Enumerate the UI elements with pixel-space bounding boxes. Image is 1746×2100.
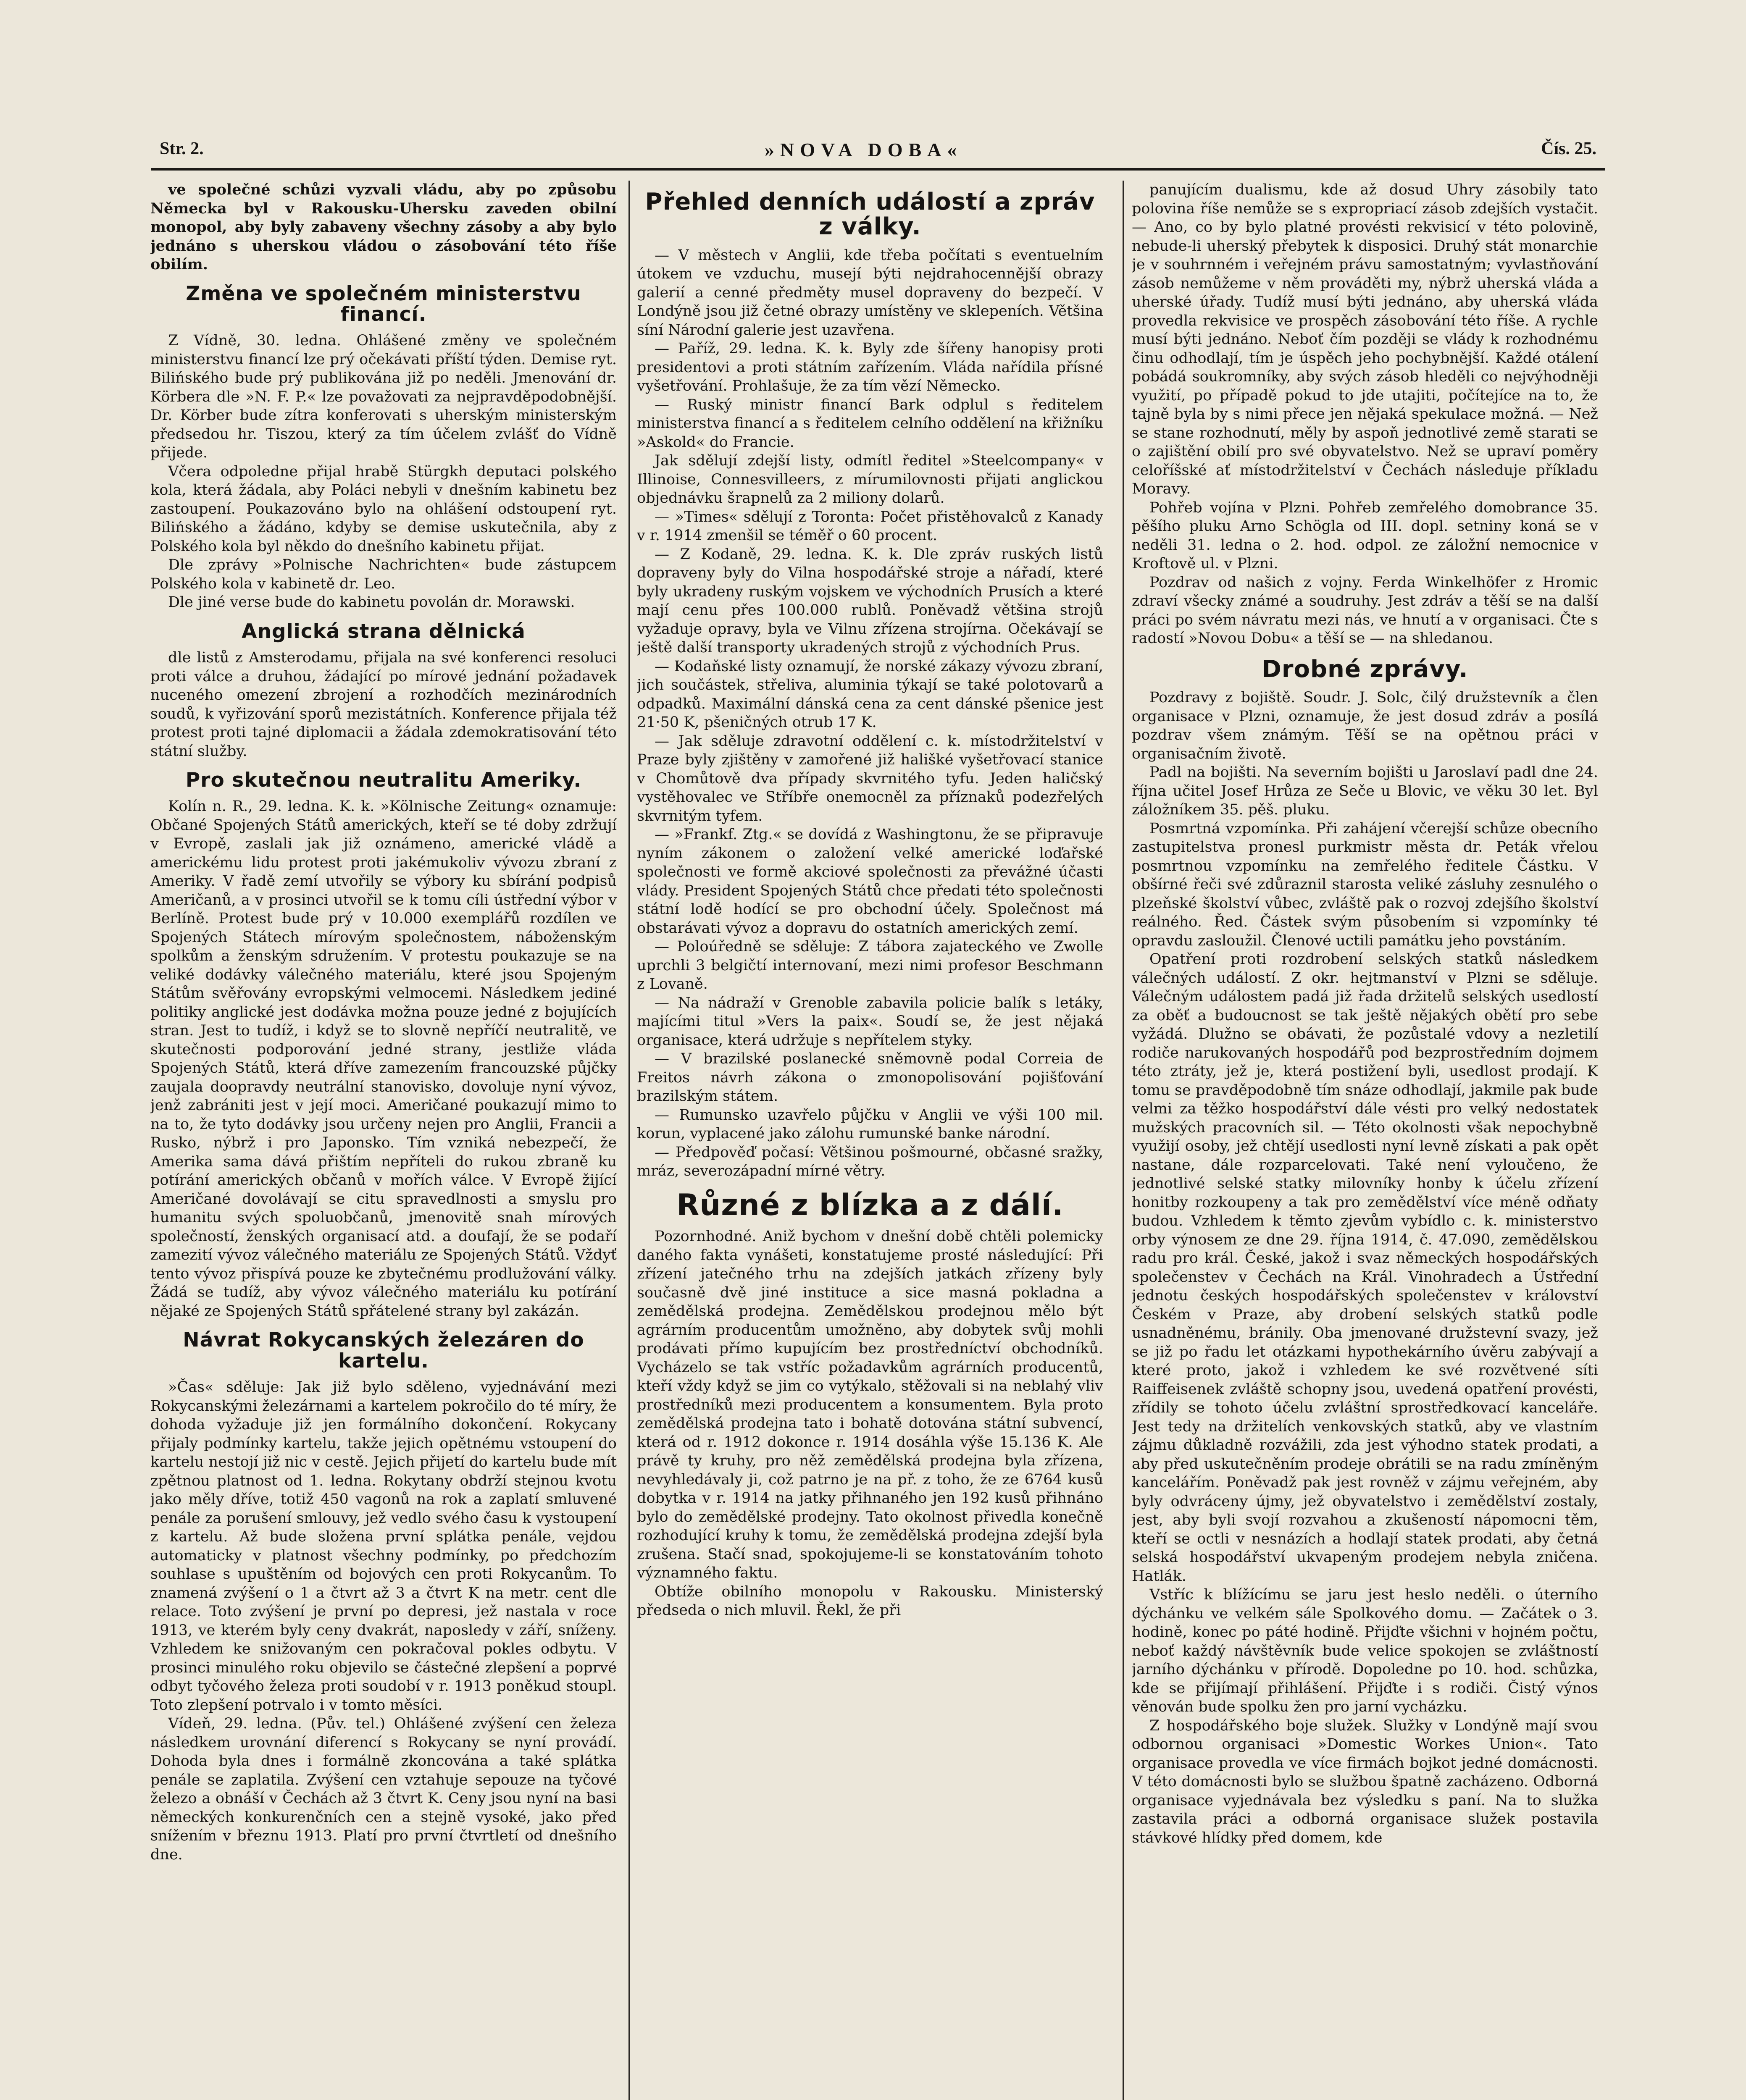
article-paragraph: Obtíže obilního monopolu v Rakousku. Ministerský předseda o nich mluvil. Řekl, že při bbox=[637, 1583, 1103, 1619]
article-paragraph: Z Vídně, 30. ledna. Ohlášené změny ve společném ministerstvu financí lze prý očekávati příští týden. Demise ryt. Bilińského bude prý publikována již po neděli. Jmenování dr. Körbera dle »N. F. P.« lze považovati za nejpravděpodobnější. Dr. Körber bude zítra konferovati s uherským ministerským předsedou hr. Tiszou, který za tím účelem zvlášť do Vídně přijede. bbox=[150, 332, 617, 462]
article-paragraph: Pozornhodné. Aniž bychom v dnešní době chtěli polemicky daného fakta vynášeti, konstatujeme prosté následující: Při zřízení jatečného trhu na zdejších jatkách zřízeny byly současně dvě jiné instituce a sice masná pokladna a zemědělská prodejna. Zemědělskou prodejnou mělo být agrárním producentům umožněno, aby dobytek svůj mohli prodávati přímo kupujícím bez prostředníctví obchodníků. Vycházelo se tak vstříc požadavkům agrárních producentů, kteří vždy když se jim co vytýkalo, stěžovali si na neblahý vliv prostředníků mezi producentem a konsumentem. Byla proto zemědělská prodejna tato i bohatě dotována státní subvencí, která od r. 1912 dokonce r. 1914 dosáhla výše 15.136 K. Ale právě ty kruhy, pro něž zemědělská prodejna byla zřízena, nevyhledávaly ji, což patrno je na př. z toho, že ze 6764 kusů dobytka v r. 1914 na jatky přihnaného jen 192 kusů přihnáno bylo do zemědělské prodejny. Tato okolnost přivedla konečně rozhodující kruhy k tomu, že zemědělská prodejna zdejší byla zrušena. Stačí snad, spokojujeme-li se konstatováním tohoto významného faktu. bbox=[637, 1228, 1103, 1582]
header-rule bbox=[151, 168, 1605, 171]
page-number: Str. 2. bbox=[160, 139, 204, 158]
news-item: — V městech v Anglii, kde třeba počítati s eventuelním útokem ve vzduchu, musejí býti nejdrahocennější obrazy galerií a cenné předměty musel dopraveny do bezpečí. V Londýně jsou již četné obrazy umístěny ve sklepeních. Většina síní Národní galerie jest uzavřena. bbox=[637, 247, 1103, 339]
column-right bbox=[1132, 181, 1598, 2100]
news-item: — Na nádraží v Grenoble zabavila policie balík s letáky, majícími titul »Vers la paix«. Soudí se, že jest nějaká organisace, která udržuje s nepřítelem styky. bbox=[637, 994, 1103, 1049]
article-continuation: panujícím dualismu, kde až dosud Uhry zásobily tato polovina říše nemůže se s expropriací zásob zdejších vystačit. — Ano, co by bylo platné provésti rekvisicí v této polovině, nebude-li uherský přebytek k disposici. Druhý stát monarchie je v souhrnném i veřejném právu samostatným; vyvlastňování zásob nemůžeme v něm prováděti my, nýbrž uherská vláda a uherské úřady. Tudíž musí býti jednáno, aby uherská vláda provedla rekvisice ve prospěch zásobování této říše. A rychle musí býti jednáno. Neboť čím později se vlády k rozhodnému činu odhodlají, tím je úspěch jeho pochybnější. Každé otálení pobádá soukromníky, aby svých zásob hleděli co nejvýhodněji využití, po případě pokud to jde utajiti, počítejíce na to, že tajně byla by s nimi přece jen nějaká spekulace možná. — Než se stane rozhodnutí, měly by aspoň jednotlivé země starati se o zajištění obilí pro své obyvatelstvo. Než se upraví poměry celoříšské ať místodržitelství v Čechách následuje příkladu Moravy. bbox=[1132, 181, 1598, 497]
news-item: Pozdravy z bojiště. Soudr. J. Solc, čilý družstevník a člen organisace v Plzni, oznamuje, že jest dosud zdráv a posílá pozdrav všem známým. Těší se na opětnou práci v organisačním životě. bbox=[1132, 689, 1598, 762]
column-divider-1 bbox=[628, 181, 630, 2100]
article-paragraph: Dle zprávy »Polnische Nachrichten« bude zástupcem Polského kola v kabinetě dr. Leo. bbox=[150, 556, 617, 592]
news-item: Opatření proti rozdrobení selských statků následkem válečných událostí. Z okr. hejtmanství v Plzni se sděluje. Válečným událostem padá již řada držitelů selských usedlostí za oběť a budoucnost se tak ještě nějakých obětí pro sebe vyžádá. Dlužno se obávati, že pozůstalé vdovy a nezletilí rodiče narukovaných hospodářů pod bezprostředním dojmem této ztráty, jež je, která postižení byli, usedlost prodají. K tomu se pravděpodobně tím snáze odhodlají, jakmile pak bude velmi za těžko hospodářství dále vésti pro velký nedostatek mužských pracovních sil. — Této okolnosti však nepochybně využijí osoby, jež chtějí usedlosti nyní levně získati a pak opět nastane, dále rozparcelovati. Také není vyloučeno, že jednotlivé selské statky milovníky honby k účelu zřízení honitby rozkoupeny a tak pro zemědělství více méně odňaty budou. Vzhledem k těmto zjevům vybídlo c. k. ministerstvo orby výnosem ze dne 29. října 1914, č. 47.090, zemědělskou radu pro král. České, jakož i svaz německých hospodářských společenstev v Čechách na Král. Vinohradech a Ústřední jednotu českých hospodářských společenstev v království Českém v Praze, aby drobení selských statků podle usnadněnému, bránily. Oba jmenované družstevní svazy, jež se již po řadu let otázkami hypothekárního úvěru zabývají a které proto, jakož i vzhledem ke své rozvětvené síti Raiffeisenek zvláště schopny jsou, uvedená opatření provésti, zřídily se tohoto účelu zvláštní sprostředkovací kanceláře. Jest tedy na držitelích venkovských statků, aby ve vlastním zájmu důkladně rozvážili, zda jest výhodno statek prodati, a aby před uskutečněním prodeje obrátili se na radu zmíněným kancelářím. Poněvadž pak jest rovněž v zájmu veřejném, aby byly odvráceny újmy, jež obyvatelstvo i zemědělství zostaly, jest, aby byli svojí rozvahou a zkušeností nápomocni těm, kteří se octli v nesnázích a hodlají statek prodati, aby četná selská hospodářství ukvapeným prodejem nebyla zničena. Hatlák. bbox=[1132, 951, 1598, 1585]
column-middle bbox=[637, 181, 1103, 2100]
news-item: — Jak sděluje zdravotní oddělení c. k. místodržitelství v Praze byly zjištěny v zamořené již hališké vyšetřovací stanice v Chomůtově dva případy skvrnitého tyfu. Jeden haličský vystěhovalec ve Stříbře onemocněl za příznaků podezřelých skvrnitým tyfem. bbox=[637, 732, 1103, 824]
headline-labour-party: Anglická strana dělnická bbox=[242, 620, 526, 643]
news-item: Vstříc k blížícímu se jaru jest heslo neděli. o úterního dýchánku ve velkém sále Spolkového domu. — Začátek o 3. hodině, konec po páté hodině. Přijďte všichni v hojném počtu, neboť každý návštěvník bude velice spokojen se zvláštností jarního dýchánku v přírodě. Dopoledne po 10. hod. schůzka, kde se přijímají přihlášení. Přijďte i s rodiči. Čistý výnos věnován bude spolku žen pro jarní vycházku. bbox=[1132, 1586, 1598, 1716]
news-item: Z hospodářského boje služek. Služky v Londýně mají svou odbornou organisaci »Domestic Workes Union«. Tato organisace provedla ve více firmách bojkot jedné domácnosti. V této domácnosti bylo se službou špatně zacházeno. Odborná organisace vyjednávala bez výsledku s paní. Na to služka zastavila práci a odborná organisace služek postavila stávkové hlídky před domem, kde bbox=[1132, 1717, 1598, 1846]
headline-neutrality: Pro skutečnou neutralitu Ameriky. bbox=[185, 769, 582, 792]
news-item: — Paříž, 29. ledna. K. k. Byly zde šířeny hanopisy proti presidentovi a proti státním zařízením. Vláda nařídila přísné vyšetřování. Prohlašuje, že za tím vězí Německo. bbox=[637, 340, 1103, 395]
weather-forecast: — Předpověď počasí: Většinou pošmourné, občasné sražky, mráz, severozápadní mírné větry. bbox=[637, 1144, 1103, 1180]
news-item: Jak sdělují zdejší listy, odmítl ředitel »Steelcompany« v Illinoise, Connesvilleers, z mírumilovnosti přijati anglickou objednávku šrapnelů za 2 miliony dolarů. bbox=[637, 452, 1103, 507]
newspaper-title: »NOVA DOBA« bbox=[765, 139, 963, 160]
headline-ministry-change: Změna ve společném ministerstvu financí. bbox=[186, 282, 581, 326]
masthead-bar bbox=[160, 139, 1596, 168]
news-item: — Ruský ministr financí Bark odplul s ředitelem ministerstva financí a s ředitelem celního oddělení na křižníku »Askold« do Francie. bbox=[637, 396, 1103, 451]
article-paragraph: »Čas« sděluje: Jak již bylo sděleno, vyjednávání mezi Rokycanskými železárnami a kartelem pokročilo do té míry, že dohoda vyžaduje již jen formálního dokončení. Rokycany přijaly podmínky kartelu, takže jejich opětnému vstoupení do kartelu nestojí již nic v cestě. Jejich přijetí do kartelu bude mít zpětnou platnost od 1. ledna. Rokytany obdrží stejnou kvotu jako měly dříve, totiž 450 vagonů na rok a zaplatí smluvené penále za porušení smlouvy, jež vedlo svého času k vystoupení z kartelu. Až bude složena první splátka penále, vejdou automaticky v platnost všechny podmínky, po předchozím souhlase s upuštěním od bojových cen proti Rokycanům. To znamená zvýšení o 1 a čtvrt až 3 a čtvrt K na metr. cent dle relace. Toto zvýšení je první po depresi, jež nastala v roce 1913, ve kterém byly ceny dvakrát, naposledy v září, sníženy. Vzhledem ke snižovaným cen pokračoval pokles odbytu. V prosinci minulého roku objevilo se částečné zlepšení a poprvé odbyt tyčového železa proti soudobí v r. 1913 poněkud stoupl. Toto zlepšení potrvalo i v tomto měsíci. bbox=[150, 1379, 617, 1714]
article-paragraph: Pozdrav od našich z vojny. Ferda Winkelhöfer z Hromic zdraví všecky známé a soudruhy. Jest zdráv a těší se na další práci po svém návratu mezi nás, ve hnutí a v organisaci. Čte s radostí »Novou Dobu« a těší se — na shledanou. bbox=[1132, 574, 1598, 647]
article-paragraph: Pohřeb vojína v Plzni. Pohřeb zemřelého domobrance 35. pěšího pluku Arno Schöglа od III. dopl. setniny koná se v neděli 31. ledna o 2. hod. odpol. ze záložní nemocnice v Kroftově ul. v Plzni. bbox=[1132, 499, 1598, 572]
issue-number: Čís. 25. bbox=[1541, 139, 1596, 158]
column-divider-2 bbox=[1123, 181, 1124, 2100]
article-paragraph: Kolín n. R., 29. ledna. K. k. »Kölnische Zeitung« oznamuje: Občané Spojených Států amerických, kteří se té doby zdržují v Evropě, zaslali jak již oznámeno, americké vládě a americkému lidu protest proti jakémukoliv vývozu zbraní z Ameriky. V řadě zemí utvořily se výbory ku sbírání podpisů Američanů, a v prosinci utvořil se k tomu cíli ústřední výbor v Berlíně. Protest bude prý v 10.000 exemplářů rozdílen ve Spojených Státech mírovým společnostem, náboženským spolkům a ženským sdružením. V protestu poukazuje se na veliké dodávky válečného materiálu, které jsou Spojeným Státům svěřovány evropskými velmocemi. Následkem jediné politiky anglické jest dodávka možna pouze jedné z bojujících stran. Jest to tudíž, i když se to slovně nepříčí neutralitě, ve skutečnosti podporování jedné strany, jestliže vláda Spojených Států, která dříve zamezením francouzské půjčky zaujala doopravdy neutrální stanovisko, dovoluje nyní vývoz, jenž zabrániti jest v její moci. Američané poukazují mimo to na to, že tyto dodávky jsou určeny nejen pro Anglii, Francii a Rusko, nýbrž i pro Japonsko. Tím vzniká nebezpečí, že Amerika sama dává přištím nepříteli do rukou zbraně ku potírání amerických občanů v mořích válce. V Evropě žijící Američané dovolávají se citu spravedlnosti a smyslu pro humanitu svých spoluobčanů, jmenovitě snah mírových společností, ženských organisací atd. a doufají, že se podaří zamezití vývoz válečného materiálu ze Spojených Států. Vždyť tento vývoz přispívá pouze ke zbytečnému prodlužování války. Žádá se tudíž, aby vývoz válečného materiálu ku potírání nějaké ze Spojených Států spřátelené strany byl zakázán. bbox=[150, 798, 617, 1320]
headline-daily-overview: Přehled denních událostí a zpráv z války. bbox=[645, 188, 1095, 240]
column-left bbox=[150, 181, 617, 2100]
news-item: — Kodaňské listy oznamují, že norské zákazy vývozu zbraní, jich součástek, střeliva, aluminia týkají se také polotovarů a odpadků. Maximální dánská cena za cent dánské pšenice jest 21·50 K, pšeničných otrub 17 K. bbox=[637, 658, 1103, 731]
headline-misc-news: Různé z blízka a z dálí. bbox=[676, 1187, 1064, 1222]
news-item: — Rumunsko uzavřelo půjčku v Anglii ve výši 100 mil. korun, vyplacené jako zálohu rumunské banke národní. bbox=[637, 1106, 1103, 1142]
news-item: Posmrtná vzpomínka. Při zahájení včerejší schůze obecního zastupitelstva pronesl purkmistr města dr. Peták vřelou posmrtnou vzpomínku na zemřelého ředitele Částku. V obšírné řeči své zdůraznil starosta veliké zásluhy zesnulého o plzeňské školství vůbec, zvláště pak o rozvoj zdejšího školství reálného. Řed. Částek svým působením si vzpomínky té opravdu zasloužil. Členové uctili památku jeho povstáním. bbox=[1132, 820, 1598, 949]
headline-short-news: Drobné zprávy. bbox=[1262, 655, 1468, 683]
news-item: — Poloúředně se sděluje: Z tábora zajateckého ve Zwolle uprchli 3 belgičtí internovaní, mezi nimi profesor Beschmann z Lovaně. bbox=[637, 938, 1103, 993]
news-item: — Z Kodaně, 29. ledna. K. k. Dle zpráv ruských listů dopraveny byly do Vilna hospodářské stroje a nářadí, které byly ukradeny ruským vojskem ve východních Prusích a které mají cenu přes 100.000 rublů. Poněvadž většina strojů vyžaduje opravy, byla ve Vilnu zřízena strojírna. Očekávají se ještě další transporty ukradených strojů z východních Prus. bbox=[637, 546, 1103, 656]
article-continuation: ve společné schůzi vyzvali vládu, aby po způsobu Německa byl v Rakousku-Uhersku zaveden obilní monopol, aby byly zabaveny všechny zásoby a aby bylo jednáno s uherskou vládou o zásobování této říše obilím. bbox=[150, 181, 617, 273]
article-paragraph: Včera odpoledne přijal hrabě Stürgkh deputaci polského kola, která žádala, aby Poláci nebyli v dnešním kabinetu bez zastoupení. Poukazováno bylo na ohlášení odstoupení ryt. Bilińského a žádáno, kdyby se demise uskutečnila, aby z Polského kola byl někdo do dnešního kabinetu přijat. bbox=[150, 463, 617, 555]
news-item: — »Frankf. Ztg.« se dovídá z Washingtonu, že se připravuje nyním zákonem o založení velké americké loďařské společnosti ve formě akciové společnosti za převážné účasti vlády. President Spojených Států chce předati této společnosti státní lodě hodící se pro obchodní účely. Společnost má obstarávati vývoz a dopravu do ostatních amerických zemí. bbox=[637, 826, 1103, 937]
news-item: — V brazilské poslanecké sněmovně podal Correia de Freitos návrh zákona o zmonopolisování pojišťování brazilským státem. bbox=[637, 1050, 1103, 1105]
article-paragraph: dle listů z Amsterodamu, přijala na své konferenci resoluci proti válce a druhou, žádající po mírové jednání požadavek nuceného omezení zbrojení a rozhodčích mezinárodních soudů, k vyřizování sporů mezistátních. Konference přijala též protest proti tajné diplomacii a žádala zdemokratisování této státní služby. bbox=[150, 649, 617, 760]
news-item: — »Times« sdělují z Toronta: Počet přistěhovalců z Kanady v r. 1914 zmenšil se téměř o 60 procent. bbox=[637, 508, 1103, 544]
article-paragraph: Dle jiné verse bude do kabinetu povolán dr. Morawski. bbox=[168, 594, 575, 611]
news-item: Padl na bojišti. Na severním bojišti u Jaroslaví padl dne 24. října učitel Josef Hrůza ze Seče u Blovic, ve věku 30 let. Byl záložníkem 35. pěš. pluku. bbox=[1132, 764, 1598, 819]
headline-rokycany-ironworks: Návrat Rokycanských železáren do kartelu. bbox=[183, 1328, 584, 1373]
article-paragraph: Vídeň, 29. ledna. (Pův. tel.) Ohlášené zvýšení cen železa následkem urovnání diferencí s Rokycany se nyní provádí. Dohoda byla dnes i formálně zkoncována a také splátka penále se zaplatila. Zvýšení cen vztahuje sepouze na tyčové železo a obnáší v Čechách až 3 čtvrt K. Ceny jsou nyní na basi německých konkurenčních cen a stejně vysoké, jako před snížením v březnu 1913. Platí pro první čtvrtletí od dnešního dne. bbox=[150, 1715, 617, 1863]
